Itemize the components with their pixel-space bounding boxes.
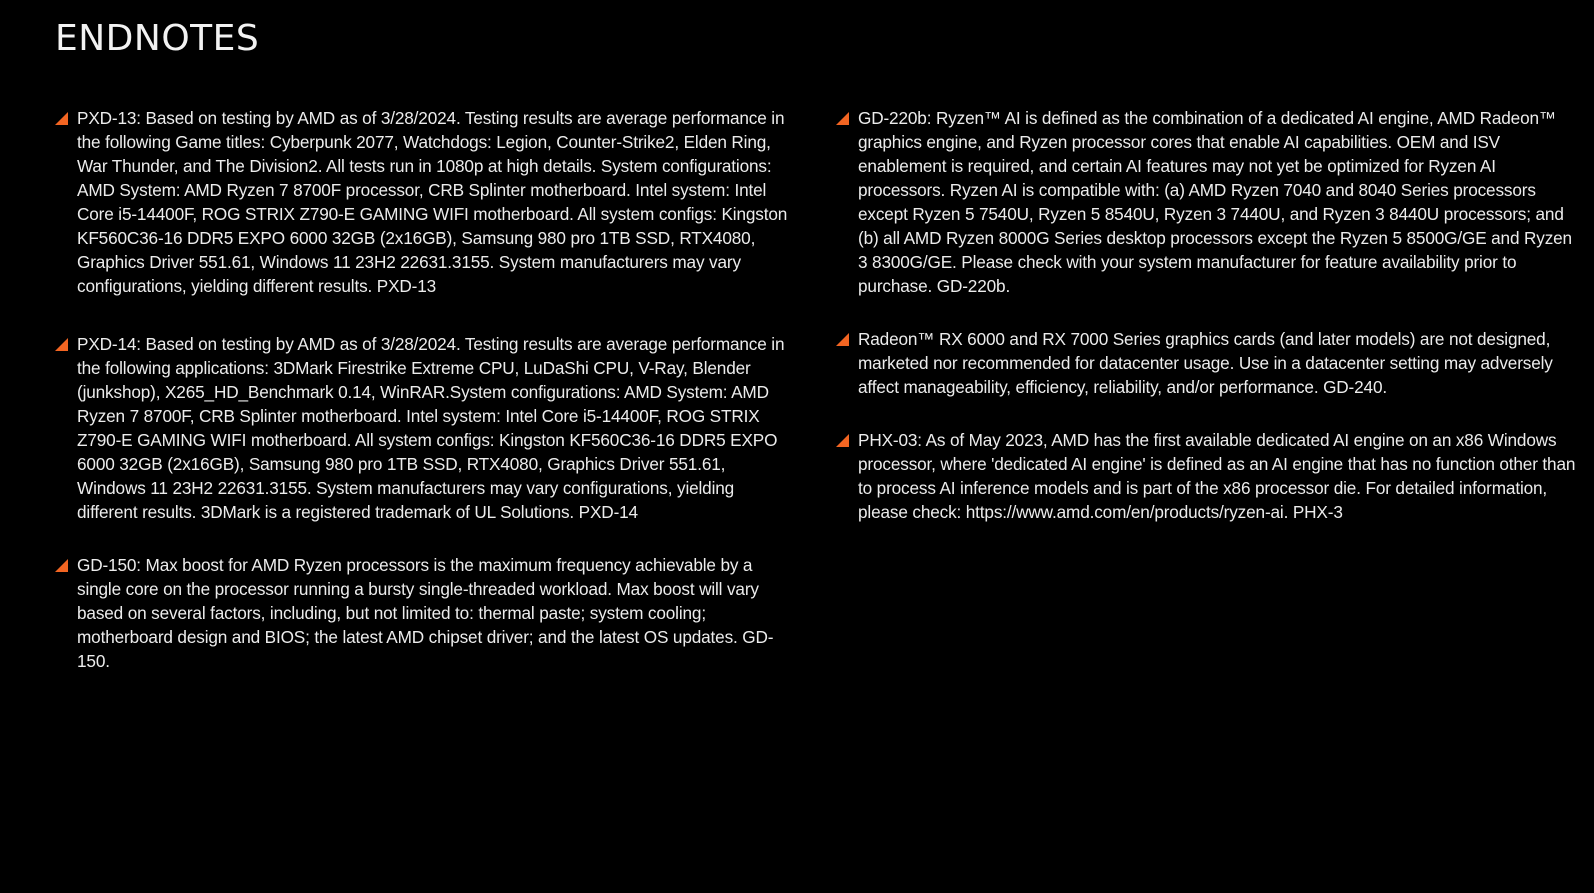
triangle-bullet-icon [836, 112, 849, 125]
endnote-text: GD-220b: Ryzen™ AI is defined as the combination of a dedicated AI engine, AMD Radeon™ graphics engine, and Ryzen processor cores that enable AI capabilities. OEM and ISV enablement is required, and certain AI features may not yet be optimized for Ryzen AI processors. Ryzen AI is compatible with: (a) AMD Ryzen 7040 and 8040 Series processors except Ryzen 5 7540U, Ryzen 5 8540U, Ryzen 3 7440U, and Ryzen 3 8440U processors; and (b) all AMD Ryzen 8000G Series desktop processors except the Ryzen 5 8500G/GE and Ryzen 3 8300G/GE. Please check with your system manufacturer for feature availability prior to purchase. GD-220b. [858, 108, 1572, 296]
endnote-text: GD-150: Max boost for AMD Ryzen processors is the maximum frequency achievable by a single core on the processor running a bursty single-threaded workload. Max boost will vary based on several factors, including, but not limited to: thermal paste; system cooling; motherboard design and BIOS; the latest AMD chipset driver; and the latest OS updates. GD-150. [77, 555, 774, 671]
endnote-gd-240 [836, 327, 1576, 399]
endnote-pxd-14 [55, 332, 797, 524]
triangle-bullet-icon [55, 338, 68, 351]
endnote-gd-220b [836, 106, 1576, 298]
triangle-bullet-icon [55, 559, 68, 572]
endnote-text: PXD-13: Based on testing by AMD as of 3/28/2024. Testing results are average performance in the following Game titles: Cyberpunk 2077, Watchdogs: Legion, Counter-Strike2, Elden Ring, War Thunder, and The Division2. All tests run in 1080p at high details. System configurations: AMD System: AMD Ryzen 7 8700F processor, CRB Splinter motherboard. Intel system: Intel Core i5-14400F, ROG STRIX Z790-E GAMING WIFI motherboard. All system configs: Kingston KF560C36-16 DDR5 EXPO 6000 32GB (2x16GB), Samsung 980 pro 1TB SSD, RTX4080, Graphics Driver 551.61, Windows 11 23H2 22631.3155. System manufacturers may vary configurations, yielding different results. PXD-13 [77, 108, 788, 296]
endnote-text: Radeon™ RX 6000 and RX 7000 Series graphics cards (and later models) are not designed, marketed nor recommended for datacenter usage. Use in a datacenter setting may adversely affect manageability, efficiency, reliability, and/or performance. GD-240. [858, 329, 1553, 397]
endnote-phx-03 [836, 428, 1576, 524]
endnotes-right-column [836, 106, 1576, 524]
endnote-gd-150 [55, 553, 797, 673]
triangle-bullet-icon [55, 112, 68, 125]
triangle-bullet-icon [836, 434, 849, 447]
page-title: ENDNOTES [55, 18, 260, 59]
endnote-text: PHX-03: As of May 2023, AMD has the first available dedicated AI engine on an x86 Windows processor, where 'dedicated AI engine' is defined as an AI engine that has no function other than to process AI inference models and is part of the x86 processor die. For detailed information, please check: https://www.amd.com/en/products/ryzen-ai. PHX-3 [858, 430, 1576, 522]
endnote-text: PXD-14: Based on testing by AMD as of 3/28/2024. Testing results are average performance in the following applications: 3DMark Firestrike Extreme CPU, LuDaShi CPU, V-Ray, Blender (junkshop), X265_HD_Benchmark 0.14, WinRAR.System configurations: AMD System: AMD Ryzen 7 8700F, CRB Splinter motherboard. Intel system: Intel Core i5-14400F, ROG STRIX Z790-E GAMING WIFI motherboard. All system configs: Kingston KF560C36-16 DDR5 EXPO 6000 32GB (2x16GB), Samsung 980 pro 1TB SSD, RTX4080, Graphics Driver 551.61, Windows 11 23H2 22631.3155. System manufacturers may vary configurations, yielding different results. 3DMark is a registered trademark of UL Solutions. PXD-14 [77, 334, 785, 522]
triangle-bullet-icon [836, 333, 849, 346]
endnote-pxd-13 [55, 106, 797, 298]
endnotes-left-column [55, 106, 797, 673]
